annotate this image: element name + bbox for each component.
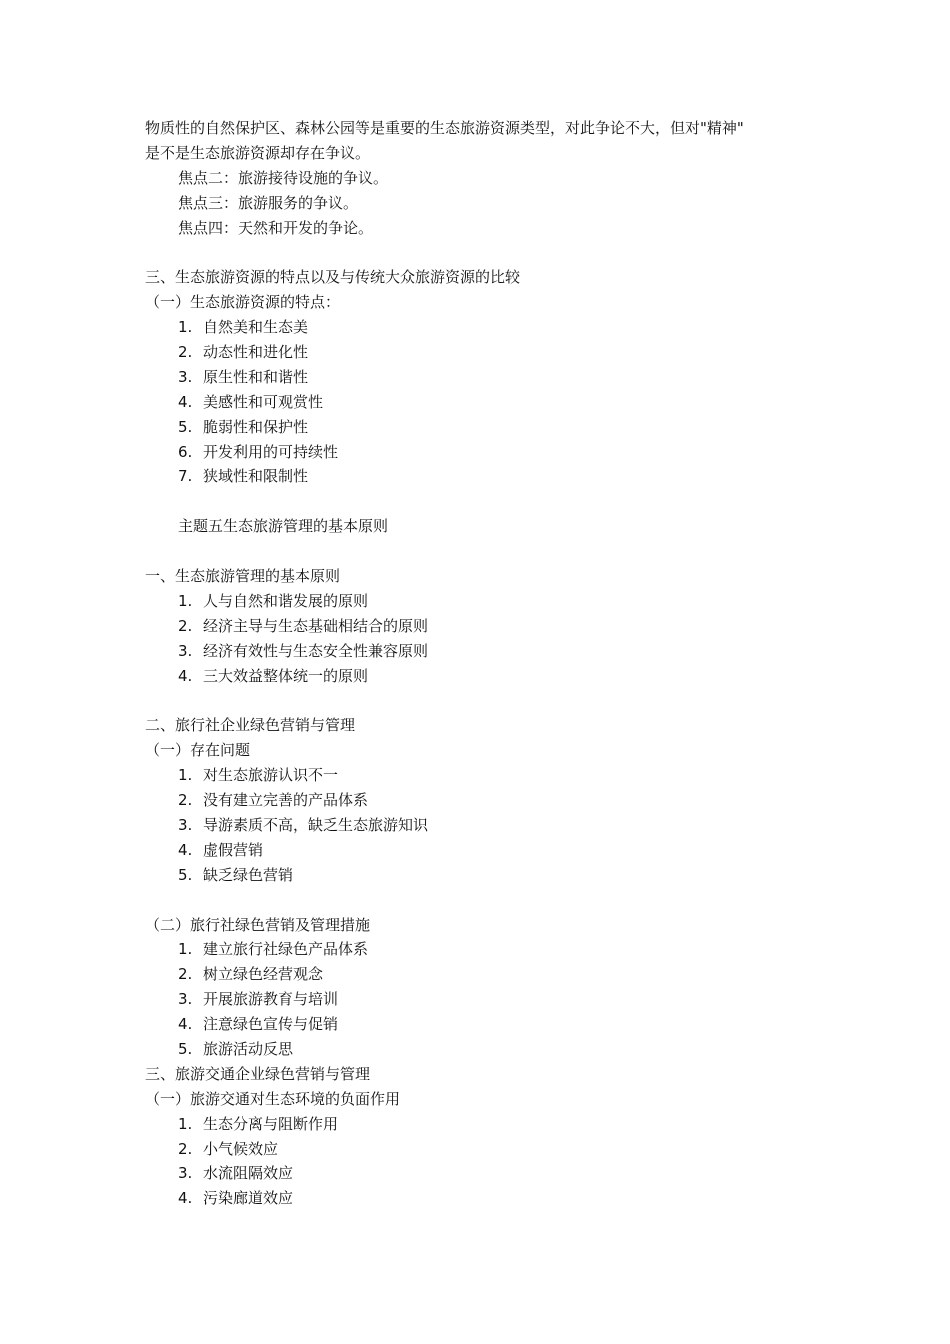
list-number: 1. <box>178 591 193 610</box>
list-text: 虚假营销 <box>203 840 264 859</box>
list-number: 4. <box>178 840 193 859</box>
list-item <box>145 1161 825 1186</box>
blank-line <box>145 539 825 564</box>
list-number: 2. <box>178 1139 193 1158</box>
list-item <box>145 1037 825 1062</box>
list-item <box>145 987 825 1012</box>
focus-point: 焦点三：旅游服务的争议。 <box>178 193 359 212</box>
subsection-heading: （一）存在问题 <box>145 741 251 760</box>
section-heading: 三、旅游交通企业绿色营销与管理 <box>145 1064 371 1083</box>
list-text: 经济主导与生态基础相结合的原则 <box>203 616 429 635</box>
list-number: 5. <box>178 865 193 884</box>
list-text: 缺乏绿色营销 <box>203 865 294 884</box>
blank-line <box>145 888 825 913</box>
list-item <box>145 589 825 614</box>
list-item <box>145 340 825 365</box>
subsection-heading: （一）旅游交通对生态环境的负面作用 <box>145 1089 401 1108</box>
list-number: 2. <box>178 965 193 984</box>
blank-line <box>145 489 825 514</box>
list-text: 建立旅行社绿色产品体系 <box>203 940 369 959</box>
list-item <box>145 464 825 489</box>
focus-point: 焦点四：天然和开发的争论。 <box>178 218 374 237</box>
list-item <box>145 838 825 863</box>
section-heading: 二、旅行社企业绿色营销与管理 <box>145 716 356 735</box>
list-text: 生态分离与阻断作用 <box>203 1114 339 1133</box>
list-text: 原生性和和谐性 <box>203 367 309 386</box>
list-item <box>145 788 825 813</box>
list-item <box>145 440 825 465</box>
list-number: 4. <box>178 1189 193 1208</box>
list-text: 人与自然和谐发展的原则 <box>203 591 369 610</box>
list-item <box>145 763 825 788</box>
list-number: 1. <box>178 766 193 785</box>
list-item <box>145 390 825 415</box>
list-number: 2. <box>178 343 193 362</box>
list-text: 污染廊道效应 <box>203 1189 294 1208</box>
list-text: 对生态旅游认识不一 <box>203 766 339 785</box>
section-heading: 一、生态旅游管理的基本原则 <box>145 567 341 586</box>
focus-point: 焦点二：旅游接待设施的争议。 <box>178 168 389 187</box>
list-number: 4. <box>178 1015 193 1034</box>
list-text: 动态性和进化性 <box>203 343 309 362</box>
list-number: 3. <box>178 815 193 834</box>
list-item <box>145 614 825 639</box>
list-text: 注意绿色宣传与促销 <box>203 1015 339 1034</box>
list-item <box>145 962 825 987</box>
list-text: 没有建立完善的产品体系 <box>203 791 369 810</box>
list-item <box>145 639 825 664</box>
list-number: 3. <box>178 641 193 660</box>
list-text: 经济有效性与生态安全性兼容原则 <box>203 641 429 660</box>
list-number: 1. <box>178 1114 193 1133</box>
subsection-heading: （一）生态旅游资源的特点： <box>145 293 341 312</box>
list-text: 导游素质不高，缺乏生态旅游知识 <box>203 815 429 834</box>
list-number: 5. <box>178 1039 193 1058</box>
list-item <box>145 1012 825 1037</box>
theme-title: 主题五生态旅游管理的基本原则 <box>178 517 389 536</box>
list-text: 开发利用的可持续性 <box>203 442 339 461</box>
list-item <box>145 813 825 838</box>
list-text: 自然美和生态美 <box>203 318 309 337</box>
list-item <box>145 315 825 340</box>
list-number: 2. <box>178 616 193 635</box>
list-text: 旅游活动反思 <box>203 1039 294 1058</box>
list-item <box>145 863 825 888</box>
list-item <box>145 1137 825 1162</box>
list-number: 3. <box>178 367 193 386</box>
list-number: 3. <box>178 990 193 1009</box>
list-text: 开展旅游教育与培训 <box>203 990 339 1009</box>
list-item <box>145 664 825 689</box>
subsection-heading: （二）旅行社绿色营销及管理措施 <box>145 915 371 934</box>
list-text: 树立绿色经营观念 <box>203 965 324 984</box>
list-number: 1. <box>178 318 193 337</box>
list-item <box>145 1186 825 1211</box>
list-item <box>145 365 825 390</box>
blank-line <box>145 240 825 265</box>
list-text: 小气候效应 <box>203 1139 279 1158</box>
list-number: 4. <box>178 392 193 411</box>
list-text: 水流阻隔效应 <box>203 1164 294 1183</box>
document-body <box>145 116 825 1211</box>
list-number: 5. <box>178 417 193 436</box>
list-number: 2. <box>178 791 193 810</box>
list-number: 6. <box>178 442 193 461</box>
intro-paragraph-line: 是不是生态旅游资源却存在争议。 <box>145 143 371 162</box>
intro-paragraph-line: 物质性的自然保护区、森林公园等是重要的生态旅游资源类型，对此争论不大，但对"精神" <box>145 119 744 137</box>
list-item <box>145 1112 825 1137</box>
list-item <box>145 937 825 962</box>
list-number: 7. <box>178 467 193 486</box>
blank-line <box>145 688 825 713</box>
list-text: 脆弱性和保护性 <box>203 417 309 436</box>
list-text: 美感性和可观赏性 <box>203 392 324 411</box>
list-number: 4. <box>178 666 193 685</box>
list-text: 狭域性和限制性 <box>203 467 309 486</box>
list-number: 3. <box>178 1164 193 1183</box>
section-heading: 三、生态旅游资源的特点以及与传统大众旅游资源的比较 <box>145 268 521 287</box>
list-number: 1. <box>178 940 193 959</box>
list-text: 三大效益整体统一的原则 <box>203 666 369 685</box>
list-item <box>145 415 825 440</box>
